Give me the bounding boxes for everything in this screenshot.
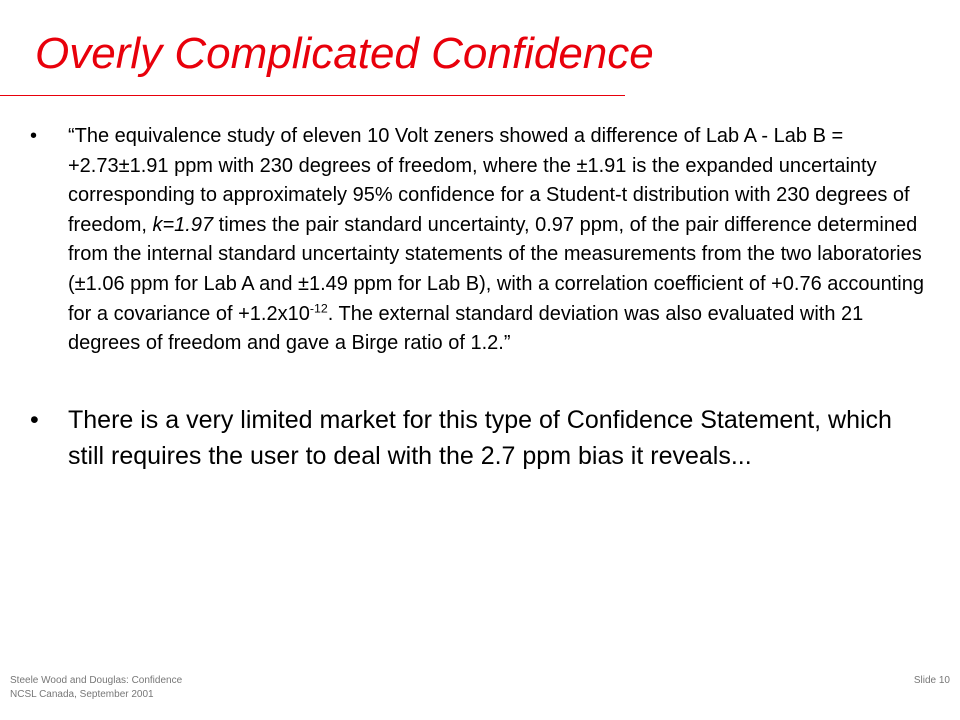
quote-text-part-2: times the pair standard uncertainty, 0.97 ppm, of the pair difference determined from the internal standard uncertainty statements of the measurements from the two laboratories (±1.06 ppm for Lab A and ±1.49 ppm for Lab B), with a correlation coefficient of +0.76 accounting for a covariance of +1.2x10 [68, 213, 924, 325]
exponent-superscript: -12 [309, 300, 328, 315]
bullet-marker: • [30, 125, 38, 147]
footer-authors: Steele Wood and Douglas: Confidence [10, 675, 183, 686]
bullet-item-market [30, 402, 935, 475]
coverage-factor-text: k=1.97 [152, 213, 214, 236]
quote-text-part-3: . The external standard deviation was also evaluated with 21 degrees of freedom and gave a Birge ratio of 1.2.” [68, 302, 864, 355]
bullet-item-quote [30, 122, 935, 359]
bullet-marker: • [30, 405, 39, 434]
slide-number: Slide 10 [913, 675, 950, 686]
market-statement-text: There is a very limited market for this type of Confidence Statement, which still requires the user to deal with the 2.7 ppm bias it reveals... [68, 405, 892, 471]
bullet-list [30, 122, 935, 475]
footer-event: NCSL Canada, September 2001 [10, 689, 154, 700]
slide-title: Overly Complicated Confidence [35, 29, 654, 78]
quote-text-part-1: “The equivalence study of eleven 10 Volt zeners showed a difference of Lab A - Lab B = +2.73±1.91 ppm with 230 degrees of freedom, where the ±1.91 is the expanded uncertainty corresponding to approximately 95% confidence for a Student-t distribution with 230 degrees of freedom, [68, 125, 910, 236]
footer-credits [10, 674, 182, 702]
title-divider [0, 95, 625, 96]
